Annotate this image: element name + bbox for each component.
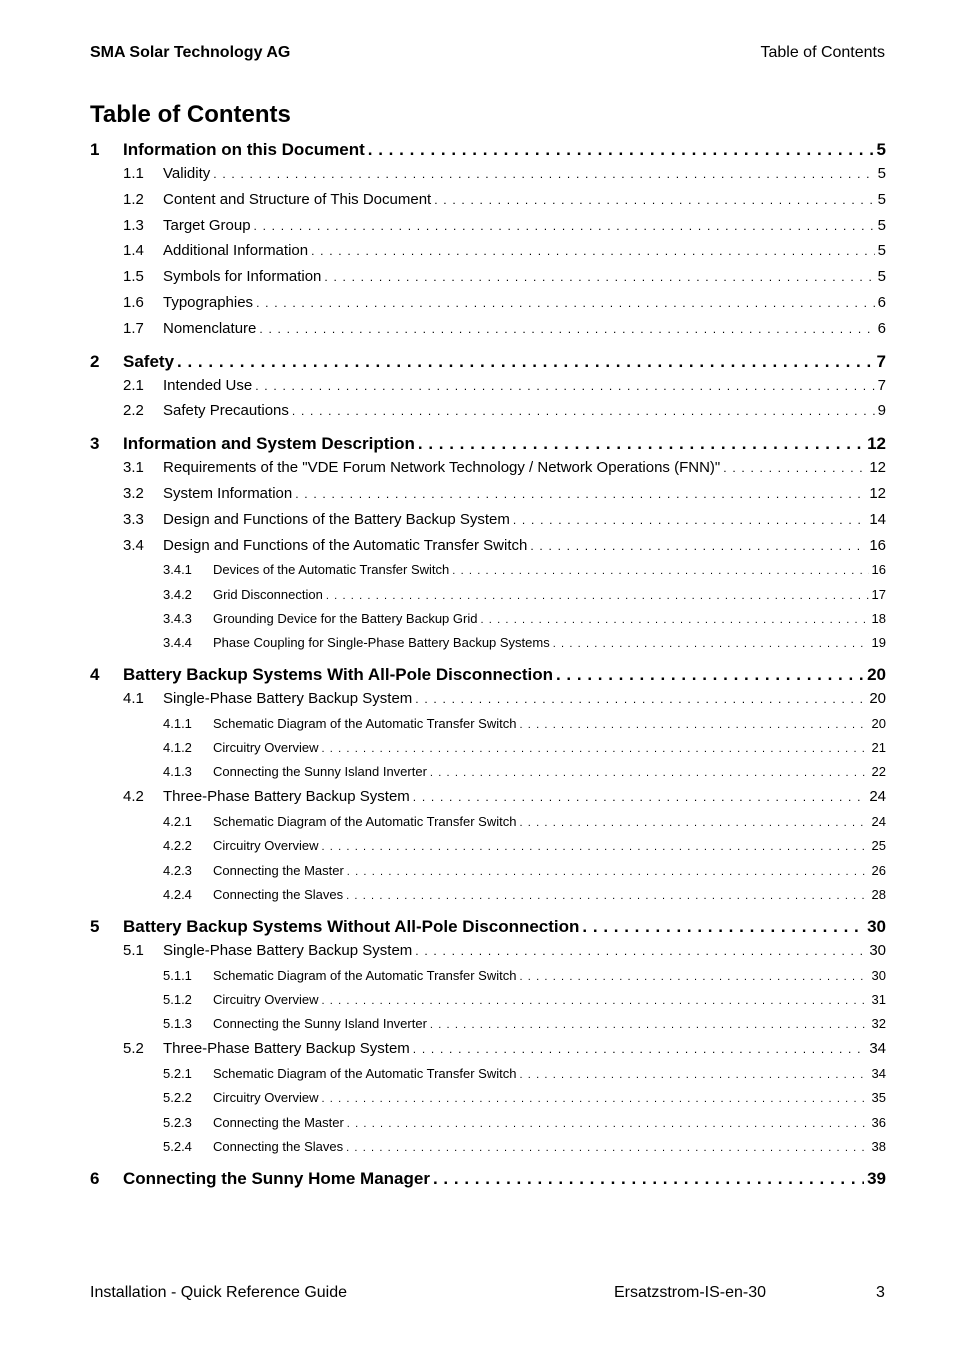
toc-dot-leader [259,322,874,336]
toc-dot-leader [434,193,874,207]
toc-entry-6[interactable] [90,1169,886,1194]
toc-entry-4-1-1[interactable] [90,716,886,740]
toc-entry-number: 5.1.1 [163,967,192,983]
toc-entry-title: Circuitry Overview [213,992,319,1007]
toc-entry-title: Safety [123,351,175,371]
toc-entry-number: 4.1.3 [163,764,192,780]
toc-entry-title: Nomenclature [163,319,257,337]
toc-entry-number: 5.2 [123,1040,144,1058]
toc-entry-page: 5 [877,165,886,182]
footer-doc-code: Ersatzstrom-IS-en-30 [614,1284,767,1301]
toc-entry-title: Connecting the Master [213,1114,344,1130]
toc-entry-page: 38 [871,1138,886,1154]
toc-entry-page: 24 [869,788,886,806]
toc-entry-page: 16 [869,536,886,554]
toc-entry-number: 2 [90,351,100,371]
toc-entry-page: 35 [871,1090,886,1106]
toc-entry-page: 6 [877,293,886,311]
toc-dot-leader [321,841,868,853]
toc-entry-1-6[interactable] [90,294,886,320]
toc-entry-page: 30 [869,942,886,960]
toc-entry-2-1[interactable] [90,377,886,403]
toc-entry-title: Circuitry Overview [213,1090,319,1106]
toc-entry-5[interactable] [90,917,886,942]
toc-entry-3-4[interactable] [90,537,886,563]
toc-entry-title: Circuitry Overview [213,838,319,854]
toc-entry-1[interactable] [90,140,886,165]
toc-entry-title: Connecting the Slaves [213,886,344,902]
toc-dot-leader [324,270,874,284]
toc-dot-leader [295,487,866,501]
toc-entry-1-1[interactable] [90,165,886,191]
toc-dot-leader [413,1042,867,1056]
toc-dot-leader [321,995,868,1007]
toc-entry-3-4-1[interactable] [90,562,886,586]
toc-entry-number: 1.5 [123,268,144,286]
toc-entry-5-1-2[interactable] [90,992,886,1016]
toc-entry-title: System Information [163,484,293,502]
toc-entry-page: 20 [871,715,886,731]
toc-entry-title: Requirements of the "VDE Forum Network Technology / Network Operations (FNN)" [163,459,721,477]
header-section: Table of Contents [760,44,885,61]
toc-entry-4-2-3[interactable] [90,863,886,887]
toc-entry-1-5[interactable] [90,268,886,294]
toc-dot-leader [582,917,864,937]
toc-entry-number: 4.2.4 [163,886,192,902]
toc-entry-5-2-3[interactable] [90,1115,886,1139]
toc-entry-title: Symbols for Information [163,268,322,286]
toc-entry-number: 3.4.4 [163,634,192,650]
toc-entry-page: 32 [871,1016,886,1032]
toc-dot-leader [321,743,868,755]
toc-entry-number: 5 [90,917,100,937]
toc-dot-leader [254,219,875,233]
toc-dot-leader [723,461,866,475]
toc-entry-title: Grounding Device for the Battery Backup Grid [213,610,478,626]
toc-entry-page: 31 [871,992,886,1007]
header-company: SMA Solar Technology AG [90,44,291,61]
toc-entry-title: Three-Phase Battery Backup System [163,788,410,806]
toc-entry-page: 24 [871,814,886,830]
toc-dot-leader [553,638,869,650]
toc-entry-page: 18 [871,610,886,626]
toc-entry-number: 4.2.1 [163,814,192,830]
toc-entry-1-7[interactable] [90,320,886,346]
toc-entry-number: 4.1 [123,690,144,708]
toc-entry-4-1[interactable] [90,690,886,716]
toc-entry-page: 30 [871,967,886,983]
toc-entry-title: Schematic Diagram of the Automatic Transfer Switch [213,814,517,830]
toc-entry-3-4-4[interactable] [90,635,886,659]
toc-entry-page: 36 [871,1114,886,1130]
toc-dot-leader [177,352,874,372]
toc-entry-number: 5.1 [123,942,144,960]
toc-dot-leader [321,1093,868,1105]
toc-entry-title: Target Group [163,216,251,234]
toc-entry-5-1[interactable] [90,942,886,968]
toc-entry-number: 3.2 [123,484,144,502]
toc-entry-5-2-1[interactable] [90,1066,886,1090]
toc-entry-5-2-4[interactable] [90,1139,886,1163]
toc-dot-leader [513,513,866,527]
toc-dot-leader [530,539,866,553]
toc-entry-number: 3.4.3 [163,610,192,626]
toc-entry-page: 17 [871,586,886,602]
toc-entry-page: 20 [869,690,886,708]
toc-entry-title: Schematic Diagram of the Automatic Transfer Switch [213,967,517,983]
toc-entry-page: 30 [867,917,886,937]
toc-entry-number: 3 [90,434,100,454]
toc-entry-number: 5.1.2 [163,992,192,1007]
toc-entry-page: 34 [871,1066,886,1082]
toc-entry-number: 4.1.1 [163,715,192,731]
toc-entry-title: Connecting the Slaves [213,1138,344,1154]
toc-entry-title: Grid Disconnection [213,586,323,602]
toc-entry-number: 4.2.3 [163,862,192,878]
toc-entry-page: 26 [871,862,886,878]
toc-entry-number: 4.2.2 [163,838,192,854]
toc-entry-title: Typographies [163,293,254,311]
toc-dot-leader [519,971,868,983]
toc-entry-2[interactable] [90,352,886,377]
toc-entry-page: 5 [877,268,886,286]
toc-entry-page: 5 [877,216,886,234]
toc-dot-leader [346,890,868,902]
toc-entry-number: 1.6 [123,293,144,311]
toc-entry-4-2-4[interactable] [90,887,886,911]
toc-entry-title: Schematic Diagram of the Automatic Transfer Switch [213,1066,517,1082]
toc-dot-leader [347,866,869,878]
toc-entry-4-1-3[interactable] [90,764,886,788]
toc-entry-5-2[interactable] [90,1040,886,1066]
toc-entry-4-2[interactable] [90,788,886,814]
toc-entry-number: 3.3 [123,510,144,528]
toc-entry-title: Information on this Document [123,140,365,159]
toc-dot-leader [413,790,867,804]
toc-entry-number: 5.2.1 [163,1066,192,1082]
toc-entry-page: 12 [867,434,886,454]
toc-entry-number: 4.2 [123,788,144,806]
toc-entry-4-1-2[interactable] [90,740,886,764]
toc-dot-leader [433,1169,864,1189]
toc-entry-title: Information and System Description [123,434,415,454]
toc-entry-page: 6 [877,319,886,337]
toc-dot-leader [255,379,874,393]
toc-dot-leader [326,590,869,602]
toc-entry-number: 5.2.3 [163,1114,192,1130]
toc-entry-number: 3.1 [123,459,144,477]
toc-entry-title: Design and Functions of the Automatic Transfer Switch [163,536,528,554]
toc-dot-leader [480,614,868,626]
toc-entry-4[interactable] [90,665,886,690]
toc-entry-4-2-1[interactable] [90,814,886,838]
toc-entry-title: Additional Information [163,242,309,260]
toc-dot-leader [519,1069,868,1081]
toc-entry-1-2[interactable] [90,191,886,217]
toc-entry-page: 12 [869,459,886,477]
toc-entry-page: 25 [871,838,886,854]
toc-entry-number: 1.4 [123,242,144,260]
toc-entry-page: 16 [871,562,886,578]
toc-entry-page: 5 [877,242,886,260]
toc-entry-number: 3.4.1 [163,562,192,578]
toc-entry-title: Safety Precautions [163,402,289,420]
toc-entry-page: 14 [869,510,886,528]
toc-entry-number: 5.1.3 [163,1016,192,1032]
toc-entry-title: Battery Backup Systems Without All-Pole Disconnection [123,917,580,937]
toc-dot-leader [430,767,869,779]
toc-entry-3[interactable] [90,434,886,459]
toc-entry-3-2[interactable] [90,485,886,511]
toc-entry-page: 9 [877,402,886,420]
toc-entry-title: Single-Phase Battery Backup System [163,690,413,708]
footer-guide-title: Installation - Quick Reference Guide [90,1284,348,1301]
toc-dot-leader [311,244,875,258]
toc-entry-2-2[interactable] [90,402,886,428]
toc-entry-5-1-1[interactable] [90,968,886,992]
toc-entry-number: 2.1 [123,376,144,394]
toc-entry-title: Devices of the Automatic Transfer Switch [213,562,450,578]
toc-entry-title: Design and Functions of the Battery Backup System [163,510,510,528]
toc-entry-page: 7 [876,351,886,371]
toc-entry-number: 1.2 [123,190,144,208]
toc-dot-leader [292,404,875,418]
toc-entry-number: 3.4.2 [163,586,192,602]
toc-entry-title: Connecting the Sunny Island Inverter [213,1016,427,1032]
toc-entry-number: 2.2 [123,402,144,420]
toc-entry-4-2-2[interactable] [90,838,886,862]
toc-entry-3-4-2[interactable] [90,587,886,611]
toc-entry-title: Connecting the Sunny Island Inverter [213,764,427,780]
toc-entry-number: 6 [90,1168,100,1188]
toc-entry-number: 4.1.2 [163,740,192,756]
toc-entry-1-4[interactable] [90,242,886,268]
toc-dot-leader [415,944,866,958]
toc-dot-leader [430,1019,869,1031]
toc-dot-leader [415,692,866,706]
toc-entry-title: Battery Backup Systems With All-Pole Disconnection [123,665,553,685]
toc-entry-page: 7 [877,376,886,394]
toc-entry-number: 1 [90,140,100,159]
toc-dot-leader [452,565,868,577]
toc-dot-leader [346,1142,868,1154]
toc-dot-leader [368,140,874,160]
toc-entry-page: 5 [876,140,886,159]
toc-entry-title: Validity [163,165,211,182]
toc-dot-leader [519,817,868,829]
toc-entry-title: Single-Phase Battery Backup System [163,942,413,960]
toc-entry-page: 34 [869,1040,886,1058]
toc-entry-page: 22 [871,764,886,780]
toc-dot-leader [347,1118,869,1130]
toc-entry-page: 28 [871,886,886,902]
toc-entry-page: 20 [867,665,886,685]
table-of-contents [90,140,886,1194]
toc-entry-3-1[interactable] [90,459,886,485]
toc-entry-3-4-3[interactable] [90,611,886,635]
toc-entry-number: 1.3 [123,216,144,234]
toc-entry-title: Schematic Diagram of the Automatic Transfer Switch [213,715,517,731]
toc-entry-number: 5.2.2 [163,1090,192,1106]
toc-dot-leader [519,719,868,731]
toc-entry-number: 1.7 [123,319,144,337]
toc-entry-title: Content and Structure of This Document [163,190,432,208]
toc-entry-title: Circuitry Overview [213,740,319,756]
toc-entry-title: Connecting the Sunny Home Manager [123,1168,430,1188]
toc-entry-number: 3.4 [123,536,144,554]
toc-entry-title: Connecting the Master [213,862,344,878]
page-title: Table of Contents [90,101,291,128]
toc-entry-page: 21 [871,740,886,756]
toc-entry-page: 39 [867,1168,886,1188]
toc-entry-page: 12 [869,484,886,502]
toc-entry-page: 5 [877,190,886,208]
toc-dot-leader [418,434,864,454]
footer-page-number: 3 [876,1284,885,1301]
toc-entry-number: 5.2.4 [163,1138,192,1154]
toc-entry-title: Phase Coupling for Single-Phase Battery Backup Systems [213,634,550,650]
toc-entry-page: 19 [871,634,886,650]
toc-entry-title: Intended Use [163,376,253,394]
toc-dot-leader [256,296,875,310]
toc-entry-5-2-2[interactable] [90,1090,886,1114]
toc-entry-5-1-3[interactable] [90,1016,886,1040]
toc-dot-leader [213,167,874,181]
toc-entry-title: Three-Phase Battery Backup System [163,1040,410,1058]
toc-entry-1-3[interactable] [90,217,886,243]
toc-entry-number: 4 [90,665,100,685]
toc-entry-3-3[interactable] [90,511,886,537]
toc-dot-leader [556,665,864,685]
toc-entry-number: 1.1 [123,165,144,182]
